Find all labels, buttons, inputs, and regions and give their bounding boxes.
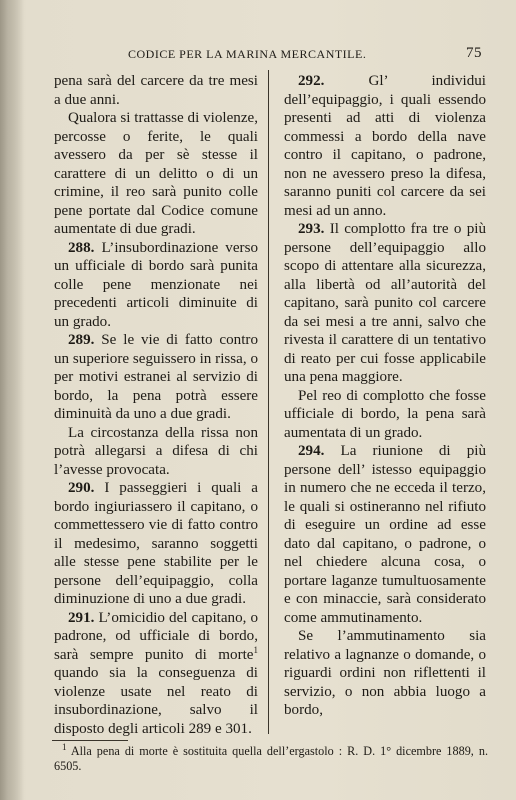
- article-294: [284, 442, 486, 627]
- paragraph-text: La circostanza della rissa non potrà allegarsi a difesa di chi l’avesse provocata.: [54, 424, 258, 478]
- article-number: 289.: [68, 332, 95, 348]
- paragraph-text: Se l’ammutinamento sia relativo a lagnanze o domande, o riguardi ordini non riflettenti il servizio, o non abbia luogo a bordo,: [284, 628, 486, 718]
- paragraph: [284, 627, 486, 720]
- column-divider: [268, 70, 269, 734]
- article-288: [54, 239, 258, 332]
- article-293: [284, 220, 486, 387]
- article-number: 290.: [68, 480, 95, 496]
- article-text: Il complotto fra tre o più persone dell’equipaggio allo scopo di attentare alla sicurezza, alla libertà od all’autorità del capitano, sarà punito col carcere da sei mesi a tre anni, salvo che rivesta il carattere di un tentativo di reato per cui fosse applicabile una pena maggiore.: [284, 221, 486, 385]
- article-text: quando sia la conseguenza di violenze usate nel reato di insubordinazione, salvo il disposto degli articoli 289 e 301.: [54, 665, 258, 737]
- paragraph-text: pena sarà del carcere da tre mesi a due anni.: [54, 73, 258, 108]
- article-text: Se le vie di fatto contro un superiore seguissero in rissa, o per motivi estranei al servizio di bordo, la pena potrà essere diminuità da uno a due gradi.: [54, 332, 258, 422]
- article-number: 294.: [298, 443, 325, 459]
- page-number: 75: [466, 45, 482, 61]
- article-text: Gl’ individui dell’equipaggio, i quali essendo presenti ad atti di violenza commessi a bordo della nave contro il capitano, o padrone, non ne avessero preso la difesa, saranno puniti col carcere da sei mesi ad un anno.: [284, 73, 486, 219]
- article-289: [54, 331, 258, 424]
- article-290: [54, 479, 258, 609]
- article-291: [54, 609, 258, 739]
- right-column: [284, 72, 486, 720]
- article-number: 288.: [68, 239, 95, 256]
- article-number: 292.: [298, 73, 325, 89]
- paragraph: [54, 109, 258, 239]
- footnote-text: Alla pena di morte è sostituita quella dell’ergastolo : R. D. 1° dicembre 1889, n. 6505.: [54, 744, 488, 773]
- paragraph-text: Pel reo di complotto che fosse ufficiale di bordo, la pena sarà aumentata di un grado.: [284, 387, 486, 441]
- article-number: 291.: [68, 609, 95, 626]
- page-spine-shadow: [0, 0, 24, 800]
- left-column: [54, 72, 258, 738]
- article-number: 293.: [298, 221, 325, 237]
- article-292: [284, 72, 486, 220]
- paragraph: [54, 424, 258, 480]
- footnote-mark: 1: [62, 741, 67, 752]
- article-text: La riunione di più persone dell’ istesso equipaggio in numero che ne ecceda il terzo, le quali si ostineranno nel rifiuto di eseguire un ordine ad esse dato dal capitano, o padrone, o nel chiedere alcuna cosa, o portare laganze tumultuosamente e con minaccie, sarà considerato come ammutinamento.: [284, 443, 486, 626]
- footnote: [54, 741, 488, 774]
- page-header: [52, 46, 482, 66]
- footnote-marker: 1: [253, 644, 258, 655]
- article-text: L’omicidio del capitano, o padrone, od ufficiale di bordo, sarà sempre punito di morte: [54, 609, 258, 663]
- paragraph-text: Qualora si trattasse di violenze, percosse o ferite, le quali avessero da per sè stesse il carattere di un delitto o di un crimine, il reo sarà punito colle pene portate dal Codice comune aumentate di due gradi.: [54, 110, 258, 237]
- footnote-rule: [52, 740, 128, 741]
- running-head: CODICE PER LA MARINA MERCANTILE.: [128, 47, 367, 61]
- paragraph: [284, 387, 486, 443]
- paragraph: [54, 72, 258, 109]
- article-text: L’insubordinazione verso un ufficiale di bordo sarà punita colle pene menzionate nei precedenti articoli diminuite di un grado.: [54, 239, 258, 330]
- article-text: I passeggieri i quali a bordo ingiuriassero il capitano, o commettessero vie di fatto contro il medesimo, saranno soggetti alle stesse pene stabilite per le persone dell’equipaggio, colla diminuzione di uno a due gradi.: [54, 480, 258, 607]
